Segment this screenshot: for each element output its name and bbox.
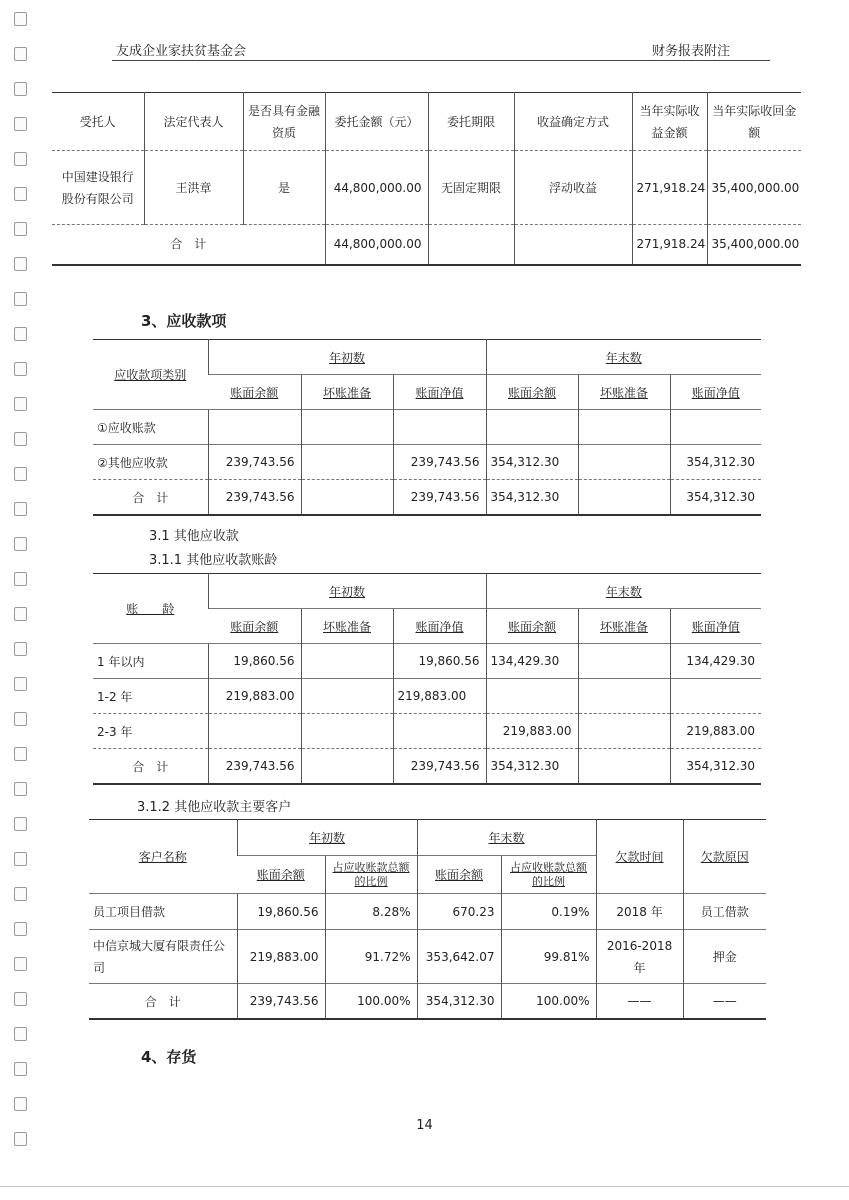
cell: 100.00% xyxy=(501,984,596,1020)
qualified-value: 是 xyxy=(243,151,325,225)
cell xyxy=(301,445,393,480)
subsection-3-1-2: 3.1.2 其他应收款主要客户 xyxy=(137,800,292,815)
header-recovered: 当年实际收回金额 xyxy=(707,93,801,151)
cell xyxy=(578,445,670,480)
sub-header: 账面余额 xyxy=(417,856,501,894)
sub-header: 账面净值 xyxy=(393,375,486,410)
sub-header: 账面余额 xyxy=(486,375,578,410)
table-row xyxy=(93,410,761,445)
sub-header: 占应收账款总额的比例 xyxy=(325,856,417,894)
cell: 19,860.56 xyxy=(237,894,325,930)
cell: 239,743.56 xyxy=(393,480,486,516)
cell: 239,743.56 xyxy=(208,445,301,480)
sub-header: 账面净值 xyxy=(670,609,761,644)
sub-header: 坏账准备 xyxy=(301,375,393,410)
cell: 354,312.30 xyxy=(417,984,501,1020)
begin-header: 年初数 xyxy=(208,574,486,609)
cell: 134,429.30 xyxy=(670,644,761,679)
cell: 354,312.30 xyxy=(670,480,761,516)
end-header: 年末数 xyxy=(486,574,761,609)
cell xyxy=(578,410,670,445)
sub-header: 坏账准备 xyxy=(578,375,670,410)
cell: 219,883.00 xyxy=(486,714,578,749)
org-name: 友成企业家扶贫基金会 xyxy=(116,44,247,59)
table-row xyxy=(93,644,761,679)
header-method: 收益确定方式 xyxy=(514,93,632,151)
cell: 134,429.30 xyxy=(486,644,578,679)
cell xyxy=(578,644,670,679)
legal-rep: 王洪章 xyxy=(144,151,243,225)
cell: 8.28% xyxy=(325,894,417,930)
cell xyxy=(578,714,670,749)
col-reason: 欠款原因 xyxy=(683,820,766,894)
cell: 2016-2018 年 xyxy=(596,930,683,984)
cell xyxy=(301,410,393,445)
row-label: ②其他应收款 xyxy=(93,445,208,480)
end-header: 年末数 xyxy=(486,340,761,375)
row-label: 1-2 年 xyxy=(93,679,208,714)
table-row xyxy=(93,445,761,480)
total-label: 合 计 xyxy=(52,225,325,265)
sub-header: 占应收账款总额的比例 xyxy=(501,856,596,894)
doc-section: 财务报表附注 xyxy=(651,44,730,59)
cell xyxy=(301,714,393,749)
cell: —— xyxy=(596,984,683,1020)
receivables-table xyxy=(93,339,761,516)
cell xyxy=(301,480,393,516)
method-value: 浮动收益 xyxy=(514,151,632,225)
cell: 219,883.00 xyxy=(237,930,325,984)
customer-name: 员工项目借款 xyxy=(89,894,237,930)
header-term: 委托期限 xyxy=(428,93,514,151)
scan-edge-line xyxy=(0,1186,849,1187)
table-row xyxy=(93,480,761,516)
customers-table xyxy=(89,819,766,1020)
cell: 19,860.56 xyxy=(393,644,486,679)
cell: 239,743.56 xyxy=(393,749,486,785)
total-recovered: 35,400,000.00 xyxy=(707,225,801,265)
row-label: 合 计 xyxy=(93,480,208,516)
amount-value: 44,800,000.00 xyxy=(325,151,428,225)
total-income: 271,918.24 xyxy=(632,225,707,265)
total-amount: 44,800,000.00 xyxy=(325,225,428,265)
cell: 91.72% xyxy=(325,930,417,984)
table-row xyxy=(89,930,766,984)
cell: 239,743.56 xyxy=(208,749,301,785)
cell xyxy=(486,679,578,714)
cell: 239,743.56 xyxy=(208,480,301,516)
cell xyxy=(670,679,761,714)
cell: 99.81% xyxy=(501,930,596,984)
customer-name: 合 计 xyxy=(89,984,237,1020)
section-4-title: 4、存货 xyxy=(141,1048,197,1066)
customer-name: 中信京城大厦有限责任公司 xyxy=(89,930,237,984)
sub-header: 坏账准备 xyxy=(301,609,393,644)
table-row xyxy=(89,894,766,930)
cell xyxy=(578,480,670,516)
cell: 354,312.30 xyxy=(670,749,761,785)
col-time: 欠款时间 xyxy=(596,820,683,894)
cell: 354,312.30 xyxy=(486,480,578,516)
cell: 2018 年 xyxy=(596,894,683,930)
sub-header: 坏账准备 xyxy=(578,609,670,644)
table-row xyxy=(93,679,761,714)
table-row xyxy=(89,984,766,1020)
header-income: 当年实际收益金额 xyxy=(632,93,707,151)
cell: 354,312.30 xyxy=(486,749,578,785)
cell xyxy=(301,749,393,785)
col-customer: 客户名称 xyxy=(138,850,187,864)
cell: 239,743.56 xyxy=(393,445,486,480)
header-qualified: 是否具有金融资质 xyxy=(243,93,325,151)
header-amount: 委托金额（元） xyxy=(325,93,428,151)
term-value: 无固定期限 xyxy=(428,151,514,225)
col-aging: 账 龄 xyxy=(126,602,175,616)
header-trustee: 受托人 xyxy=(79,114,116,129)
row-label: 合 计 xyxy=(93,749,208,785)
cell: 670.23 xyxy=(417,894,501,930)
cell: 员工借款 xyxy=(683,894,766,930)
sub-header: 账面余额 xyxy=(486,609,578,644)
cell: 0.19% xyxy=(501,894,596,930)
subsection-3-1: 3.1 其他应收款 xyxy=(149,529,239,544)
table-row xyxy=(93,749,761,785)
cell xyxy=(578,749,670,785)
header-legal-rep: 法定代表人 xyxy=(144,93,243,151)
cell xyxy=(301,644,393,679)
recovered-value: 35,400,000.00 xyxy=(707,151,801,225)
sub-header: 账面余额 xyxy=(208,609,301,644)
cell: —— xyxy=(683,984,766,1020)
begin-header: 年初数 xyxy=(208,340,486,375)
cell xyxy=(208,714,301,749)
cell: 100.00% xyxy=(325,984,417,1020)
cell: 354,312.30 xyxy=(670,445,761,480)
sub-header: 账面净值 xyxy=(393,609,486,644)
binding-holes xyxy=(14,0,34,1200)
trustee-name: 中国建设银行股份有限公司 xyxy=(52,151,144,225)
cell xyxy=(486,410,578,445)
cell: 353,642.07 xyxy=(417,930,501,984)
sub-header: 账面净值 xyxy=(670,375,761,410)
total-method xyxy=(514,225,632,265)
cell xyxy=(393,410,486,445)
cell: 19,860.56 xyxy=(208,644,301,679)
subsection-3-1-1: 3.1.1 其他应收款账龄 xyxy=(149,553,278,568)
cell: 219,883.00 xyxy=(670,714,761,749)
row-label: 2-3 年 xyxy=(93,714,208,749)
total-term xyxy=(428,225,514,265)
col-category: 应收款项类别 xyxy=(114,368,187,382)
income-value: 271,918.24 xyxy=(632,151,707,225)
aging-table xyxy=(93,573,761,785)
sub-header: 账面余额 xyxy=(237,856,325,894)
begin-header: 年初数 xyxy=(237,820,417,856)
cell xyxy=(670,410,761,445)
cell xyxy=(208,410,301,445)
section-3-title: 3、应收款项 xyxy=(141,312,227,330)
page-number: 14 xyxy=(416,1118,433,1133)
cell xyxy=(393,714,486,749)
row-label: ①应收账款 xyxy=(93,410,208,445)
sub-header: 账面余额 xyxy=(208,375,301,410)
cell xyxy=(301,679,393,714)
cell xyxy=(578,679,670,714)
cell: 219,883.00 xyxy=(393,679,486,714)
table-row xyxy=(93,714,761,749)
row-label: 1 年以内 xyxy=(93,644,208,679)
cell: 219,883.00 xyxy=(208,679,301,714)
entrust-table xyxy=(52,92,801,266)
end-header: 年末数 xyxy=(417,820,596,856)
cell: 押金 xyxy=(683,930,766,984)
cell: 354,312.30 xyxy=(486,445,578,480)
page-header xyxy=(112,38,770,61)
cell: 239,743.56 xyxy=(237,984,325,1020)
